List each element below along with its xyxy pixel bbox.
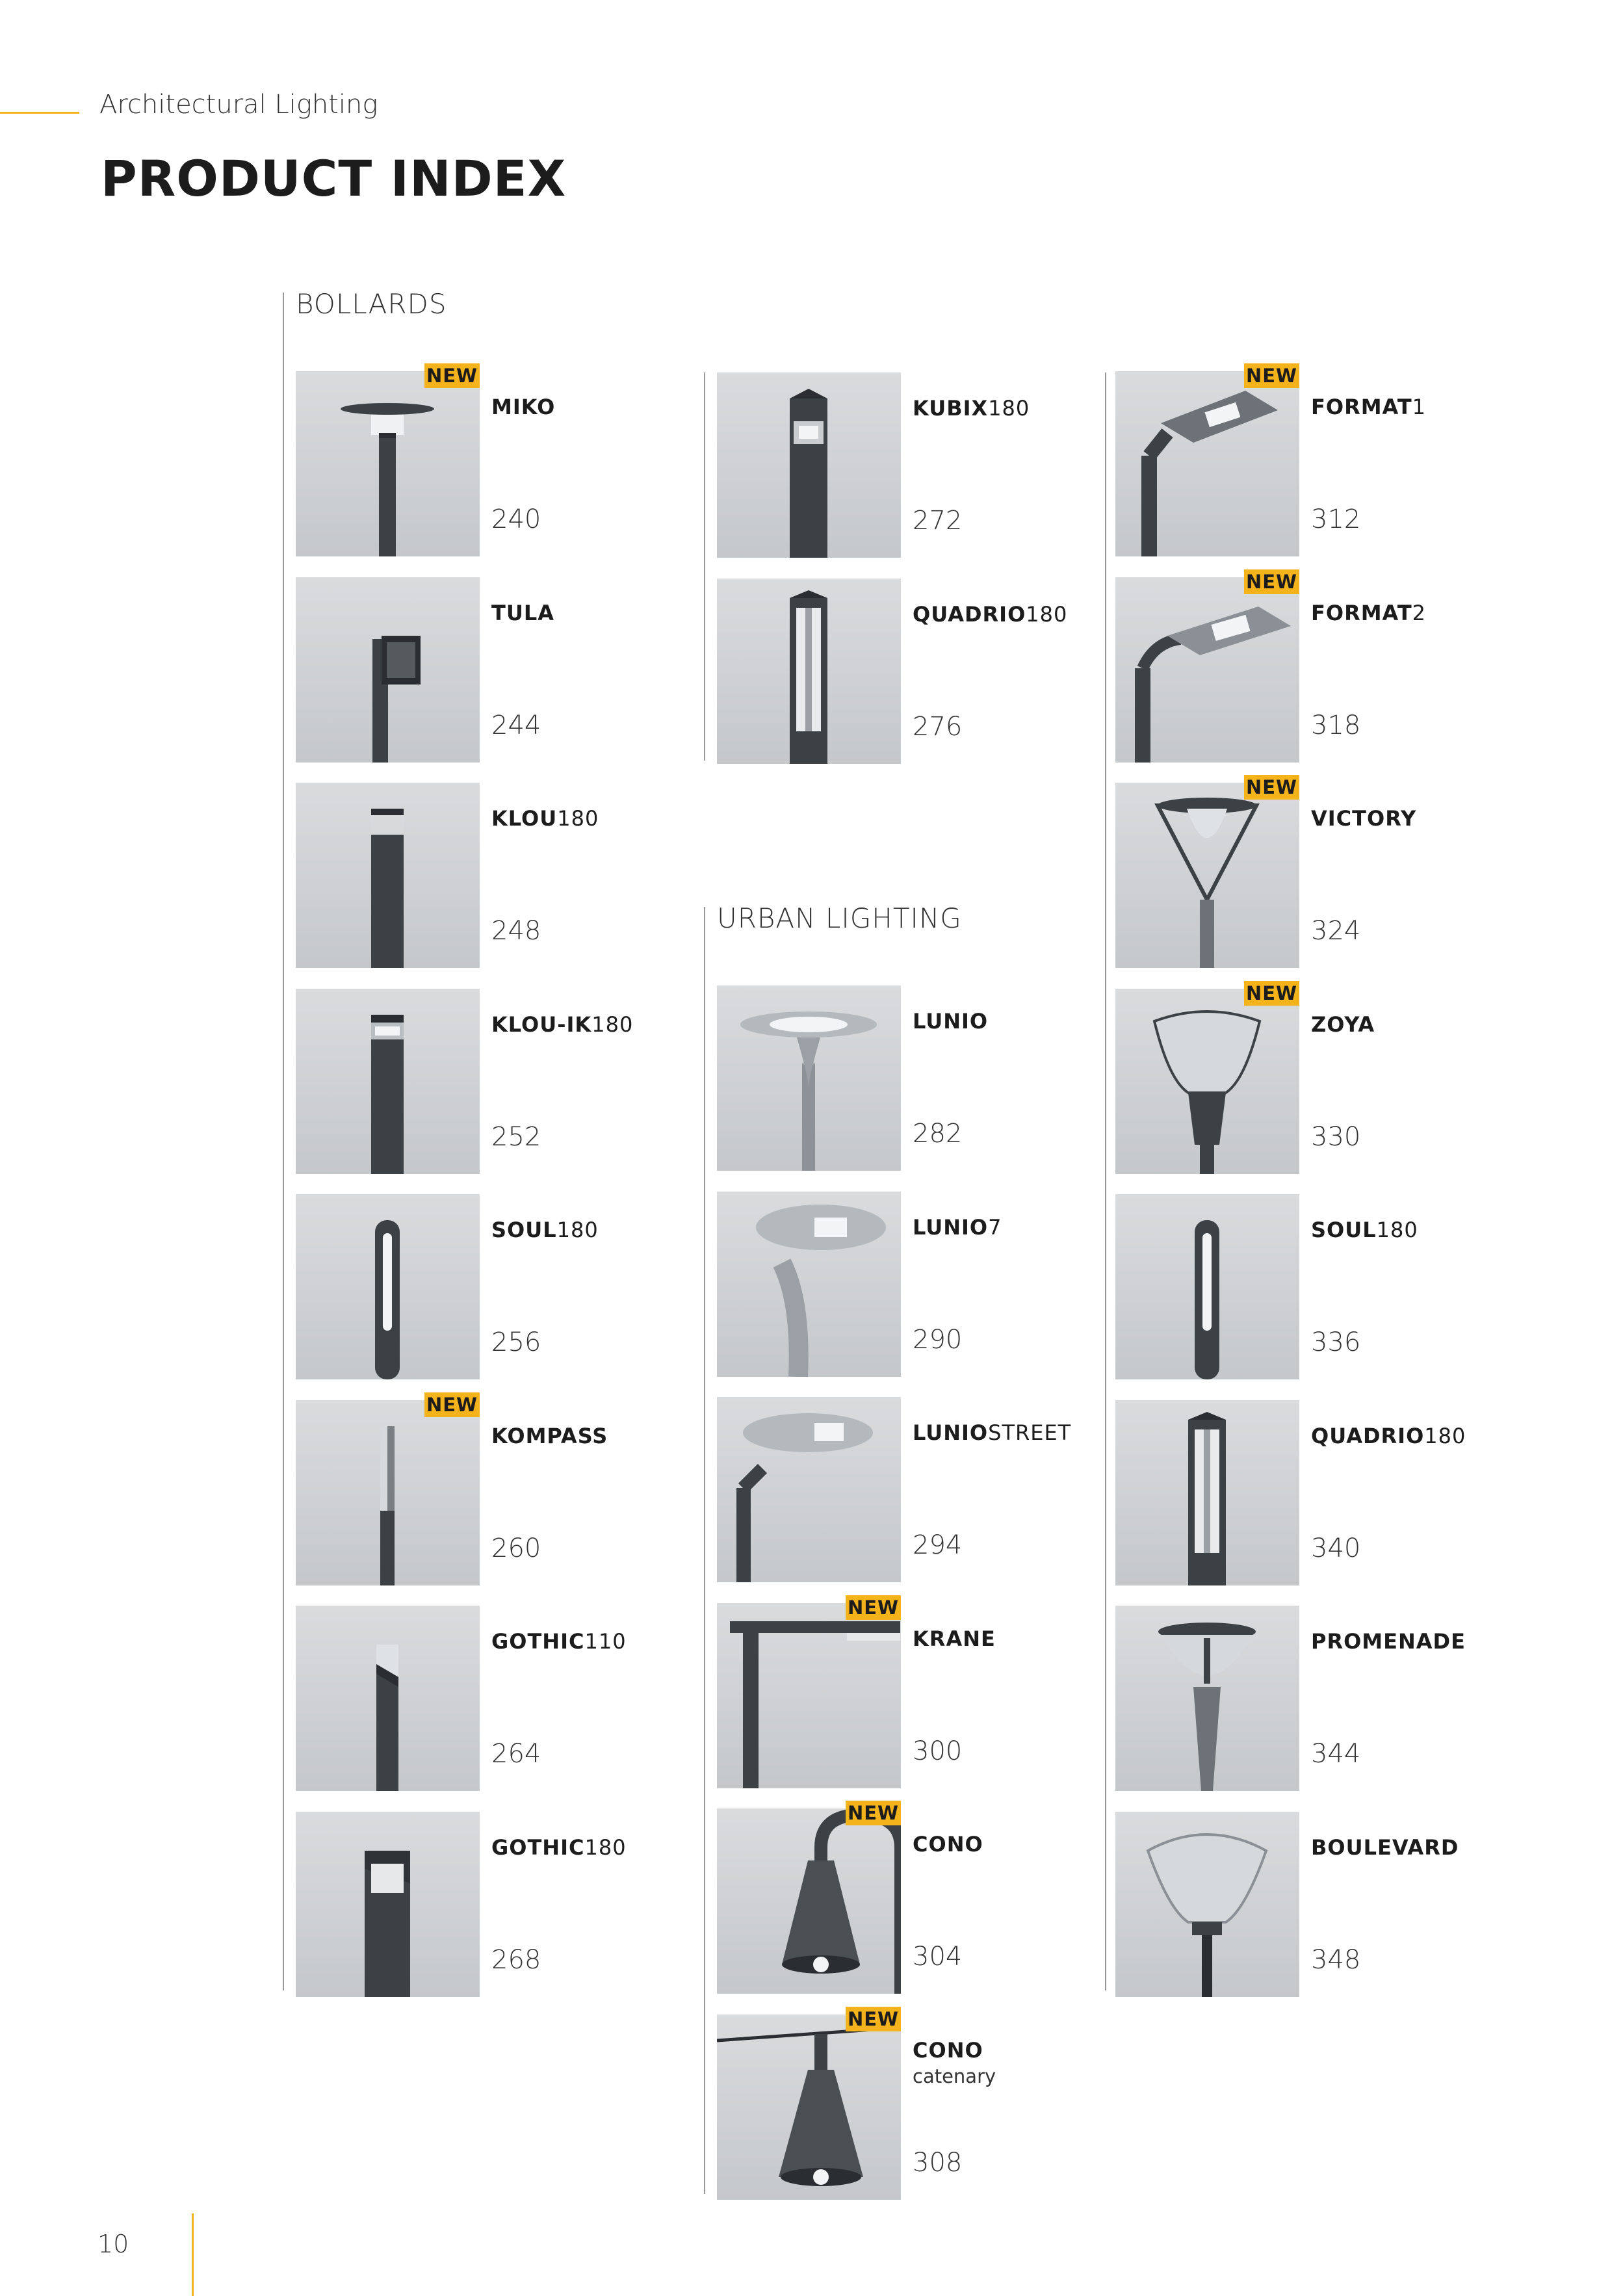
product-page-number: 282 [913,1119,963,1149]
product-page-number: 312 [1311,504,1361,534]
header-subtitle: Architectural Lighting [99,90,378,120]
product-name-main: LUNIO [913,1215,989,1240]
product-card-boulevard[interactable] [1115,1812,1492,1997]
product-card-promenade[interactable] [1115,1606,1492,1791]
product-name [491,1629,627,1654]
new-badge: NEW [846,1595,901,1620]
gothic180-luminaire-icon [296,1812,480,1997]
product-name [1311,1012,1375,1037]
product-name [491,806,599,831]
product-page-number: 240 [491,504,541,534]
product-page-number: 248 [491,916,541,946]
product-page-number: 318 [1311,711,1361,740]
product-name-suffix: 180 [556,1218,599,1242]
product-page-number: 348 [1311,1945,1361,1975]
product-name-main: CONO [913,1832,983,1857]
product-page-number: 256 [491,1327,541,1357]
product-page-number: 304 [913,1942,963,1972]
product-name-main: GOTHIC [491,1629,585,1654]
product-variant: catenary [913,2065,996,2087]
product-card-lunio7[interactable] [717,1192,1094,1377]
product-page-number: 300 [913,1736,963,1766]
product-card-cono[interactable] [717,1802,1094,1994]
product-name [913,1420,1071,1445]
product-name [913,1215,1002,1240]
product-name-suffix: 180 [1424,1424,1466,1448]
product-name-main: SOUL [491,1218,557,1242]
product-name-main: CONO [913,2038,983,2063]
product-card-miko[interactable] [296,365,673,556]
section-heading-urban-lighting: URBAN LIGHTING [717,902,962,934]
soul-luminaire-icon [1115,1194,1299,1379]
product-page-number: 324 [1311,916,1361,946]
column-divider-1 [283,293,284,1990]
column-divider-4 [1105,372,1106,1990]
product-name-main: QUADRIO [913,602,1026,627]
product-card-luniostreet[interactable] [717,1397,1094,1582]
product-card-krane[interactable] [717,1597,1094,1788]
product-name-main: VICTORY [1311,806,1417,831]
footer-accent-rule [192,2213,194,2296]
product-name-suffix: 180 [591,1012,634,1037]
product-card-soul180[interactable] [296,1194,673,1379]
klouik-luminaire-icon [296,989,480,1174]
new-badge: NEW [1244,569,1299,594]
product-page-number: 344 [1311,1739,1361,1769]
product-name-main: ZOYA [1311,1012,1375,1037]
product-name [491,1012,633,1037]
product-name [491,1424,608,1448]
product-name [913,2038,983,2063]
product-page-number: 252 [491,1122,541,1152]
new-badge: NEW [846,1801,901,1825]
luniostreet-luminaire-icon [717,1397,901,1582]
promenade-luminaire-icon [1115,1606,1299,1791]
product-name [913,1832,983,1857]
header-accent-rule [0,112,79,114]
new-badge: NEW [424,363,480,388]
product-name-main: MIKO [491,395,556,419]
product-card-victory[interactable] [1115,776,1492,968]
product-name-suffix: 180 [1376,1218,1418,1242]
format2-luminaire-icon [1115,577,1299,763]
product-name-suffix: 7 [988,1215,1002,1240]
product-card-format1[interactable] [1115,365,1492,556]
product-card-lunio[interactable] [717,985,1094,1171]
lunio7-luminaire-icon [717,1192,901,1377]
product-page-number: 244 [491,711,541,740]
product-name-suffix: 180 [584,1835,627,1860]
product-page-number: 272 [913,506,963,536]
lunio-luminaire-icon [717,985,901,1171]
quadrio-luminaire-icon [1115,1400,1299,1585]
new-badge: NEW [846,2007,901,2031]
new-badge: NEW [1244,981,1299,1006]
product-name-suffix: 1 [1412,395,1427,419]
product-page-number: 260 [491,1533,541,1563]
product-card-tula[interactable] [296,577,673,763]
column-divider-3 [704,907,705,2194]
kubix-luminaire-icon [717,372,901,558]
format1-luminaire-icon [1115,371,1299,556]
product-name [491,601,554,625]
zoya-luminaire-icon [1115,989,1299,1174]
product-name [491,1835,627,1860]
new-badge: NEW [424,1392,480,1417]
product-page-number: 290 [913,1325,963,1355]
product-name-main: SOUL [1311,1218,1377,1242]
product-page-number: 308 [913,2148,963,2178]
product-name-main: PROMENADE [1311,1629,1466,1654]
quadrio-luminaire-icon [717,579,901,764]
conocat-luminaire-icon [717,2015,901,2200]
product-name-suffix: 180 [988,396,1030,421]
product-name-main: FORMAT [1311,395,1412,419]
product-name [1311,806,1416,831]
product-name-suffix: 180 [557,806,599,831]
product-page-number: 276 [913,712,963,742]
klou-luminaire-icon [296,783,480,968]
product-name [1311,1835,1459,1860]
product-card-format2[interactable] [1115,571,1492,763]
product-name [1311,1424,1466,1448]
product-name-main: BOULEVARD [1311,1835,1459,1860]
product-name-suffix: 180 [1026,602,1068,627]
product-name-main: GOTHIC [491,1835,585,1860]
product-name [913,602,1067,627]
product-name-main: KLOU [491,806,558,831]
new-badge: NEW [1244,775,1299,800]
tula-luminaire-icon [296,577,480,763]
soul-luminaire-icon [296,1194,480,1379]
product-card-zoya[interactable] [1115,982,1492,1174]
product-name-main: TULA [491,601,554,625]
product-card-kompass[interactable] [296,1394,673,1585]
product-name-main: KRANE [913,1626,996,1651]
page-title: PRODUCT INDEX [101,150,567,207]
new-badge: NEW [1244,363,1299,388]
product-card-kubix180[interactable] [717,372,1094,558]
product-page-number: 336 [1311,1327,1361,1357]
product-page-number: 268 [491,1945,541,1975]
miko-luminaire-icon [296,371,480,556]
product-name [913,396,1030,421]
product-name [913,1626,996,1651]
product-name-main: KOMPASS [491,1424,608,1448]
product-name [1311,601,1426,625]
cono-luminaire-icon [717,1808,901,1994]
product-name-suffix: STREET [988,1420,1072,1445]
column-divider-2 [704,372,705,761]
product-card-soul180[interactable] [1115,1194,1492,1379]
product-name [491,395,555,419]
krane-luminaire-icon [717,1603,901,1788]
product-card-cono-catenary[interactable] [717,2008,1094,2200]
product-name-suffix: 110 [584,1629,627,1654]
kompass-luminaire-icon [296,1400,480,1585]
product-page-number: 264 [491,1739,541,1769]
product-name [913,1009,988,1034]
product-name-main: LUNIO [913,1009,989,1034]
product-page-number: 294 [913,1530,963,1560]
product-name-main: FORMAT [1311,601,1412,625]
product-name [1311,1629,1466,1654]
product-name [491,1218,599,1242]
product-card-quadrio180[interactable] [1115,1400,1492,1585]
product-name-suffix: 2 [1412,601,1427,625]
section-heading-bollards: BOLLARDS [296,288,447,320]
product-name-main: KUBIX [913,396,989,421]
boulevard-luminaire-icon [1115,1812,1299,1997]
product-page-number: 330 [1311,1122,1361,1152]
product-name [1311,395,1426,419]
product-name [1311,1218,1418,1242]
product-card-klou-ik180[interactable] [296,989,673,1174]
product-name-main: KLOU-IK [491,1012,592,1037]
victory-luminaire-icon [1115,783,1299,968]
product-name-main: LUNIO [913,1420,989,1445]
page-number: 10 [97,2230,129,2258]
product-card-quadrio180[interactable] [717,579,1094,764]
product-card-gothic110[interactable] [296,1606,673,1791]
gothic110-luminaire-icon [296,1606,480,1791]
product-card-klou180[interactable] [296,783,673,968]
product-name-main: QUADRIO [1311,1424,1425,1448]
product-card-gothic180[interactable] [296,1812,673,1997]
product-page-number: 340 [1311,1533,1361,1563]
